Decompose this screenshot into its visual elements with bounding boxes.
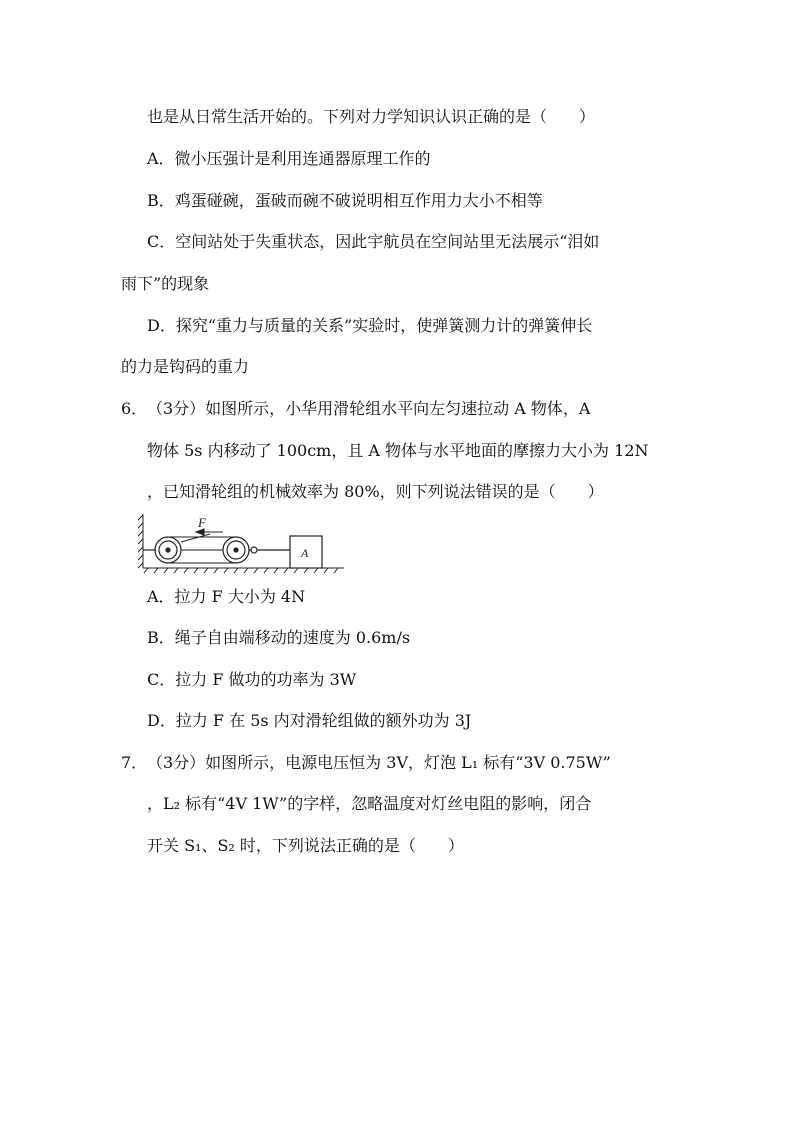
q5-option-c: C．空间站处于失重状态，因此宇航员在空间站里无法展示“泪如 — [147, 232, 600, 251]
block-label: A — [301, 546, 309, 560]
q5-option-a: A．微小压强计是利用连通器原理工作的 — [147, 149, 431, 168]
q7-stem-line3: 开关 S₁、S₂ 时，下列说法正确的是（ ） — [147, 836, 464, 855]
q6-stem-line3: ，已知滑轮组的机械效率为 80%，则下列说法错误的是（ ） — [147, 482, 604, 501]
q5-option-c-cont: 雨下”的现象 — [121, 274, 210, 293]
wall-hatch — [138, 514, 143, 568]
q6-stem-line2: 物体 5s 内移动了 100cm，且 A 物体与水平地面的摩擦力大小为 12N — [147, 441, 649, 460]
q6-option-c: C．拉力 F 做功的功率为 3W — [147, 670, 357, 689]
ground-hatch — [143, 568, 344, 573]
q5-option-d-cont: 的力是钩码的重力 — [121, 357, 250, 376]
q6-option-d: D．拉力 F 在 5s 内对滑轮组做的额外功为 3J — [147, 711, 472, 730]
q7-stem-line2: ，L₂ 标有“4V 1W”的字样，忽略温度对灯丝电阻的影响，闭合 — [147, 794, 592, 813]
force-label: F — [198, 515, 206, 530]
q7-number: 7． — [121, 753, 148, 772]
pulley-figure — [138, 512, 348, 578]
q7-stem-line1: （3分）如图所示，电源电压恒为 3V，灯泡 L₁ 标有“3V 0.75W” — [147, 753, 611, 772]
q5-stem-tail: 也是从日常生活开始的。下列对力学知识认识正确的是（ ） — [147, 107, 596, 126]
q6-option-a: A．拉力 F 大小为 4N — [147, 587, 306, 606]
movable-pulley — [223, 537, 290, 563]
q6-stem-line1: （3分）如图所示，小华用滑轮组水平向左匀速拉动 A 物体，A — [147, 399, 591, 418]
q6-option-b: B．绳子自由端移动的速度为 0.6m/s — [147, 628, 411, 647]
q5-option-d: D．探究“重力与质量的关系”实验时，使弹簧测力计的弹簧伸长 — [147, 316, 593, 335]
q5-option-b: B．鸡蛋碰碗，蛋破而碗不破说明相互作用力大小不相等 — [147, 191, 543, 210]
q6-number: 6． — [121, 399, 148, 418]
fixed-pulley — [143, 537, 181, 563]
